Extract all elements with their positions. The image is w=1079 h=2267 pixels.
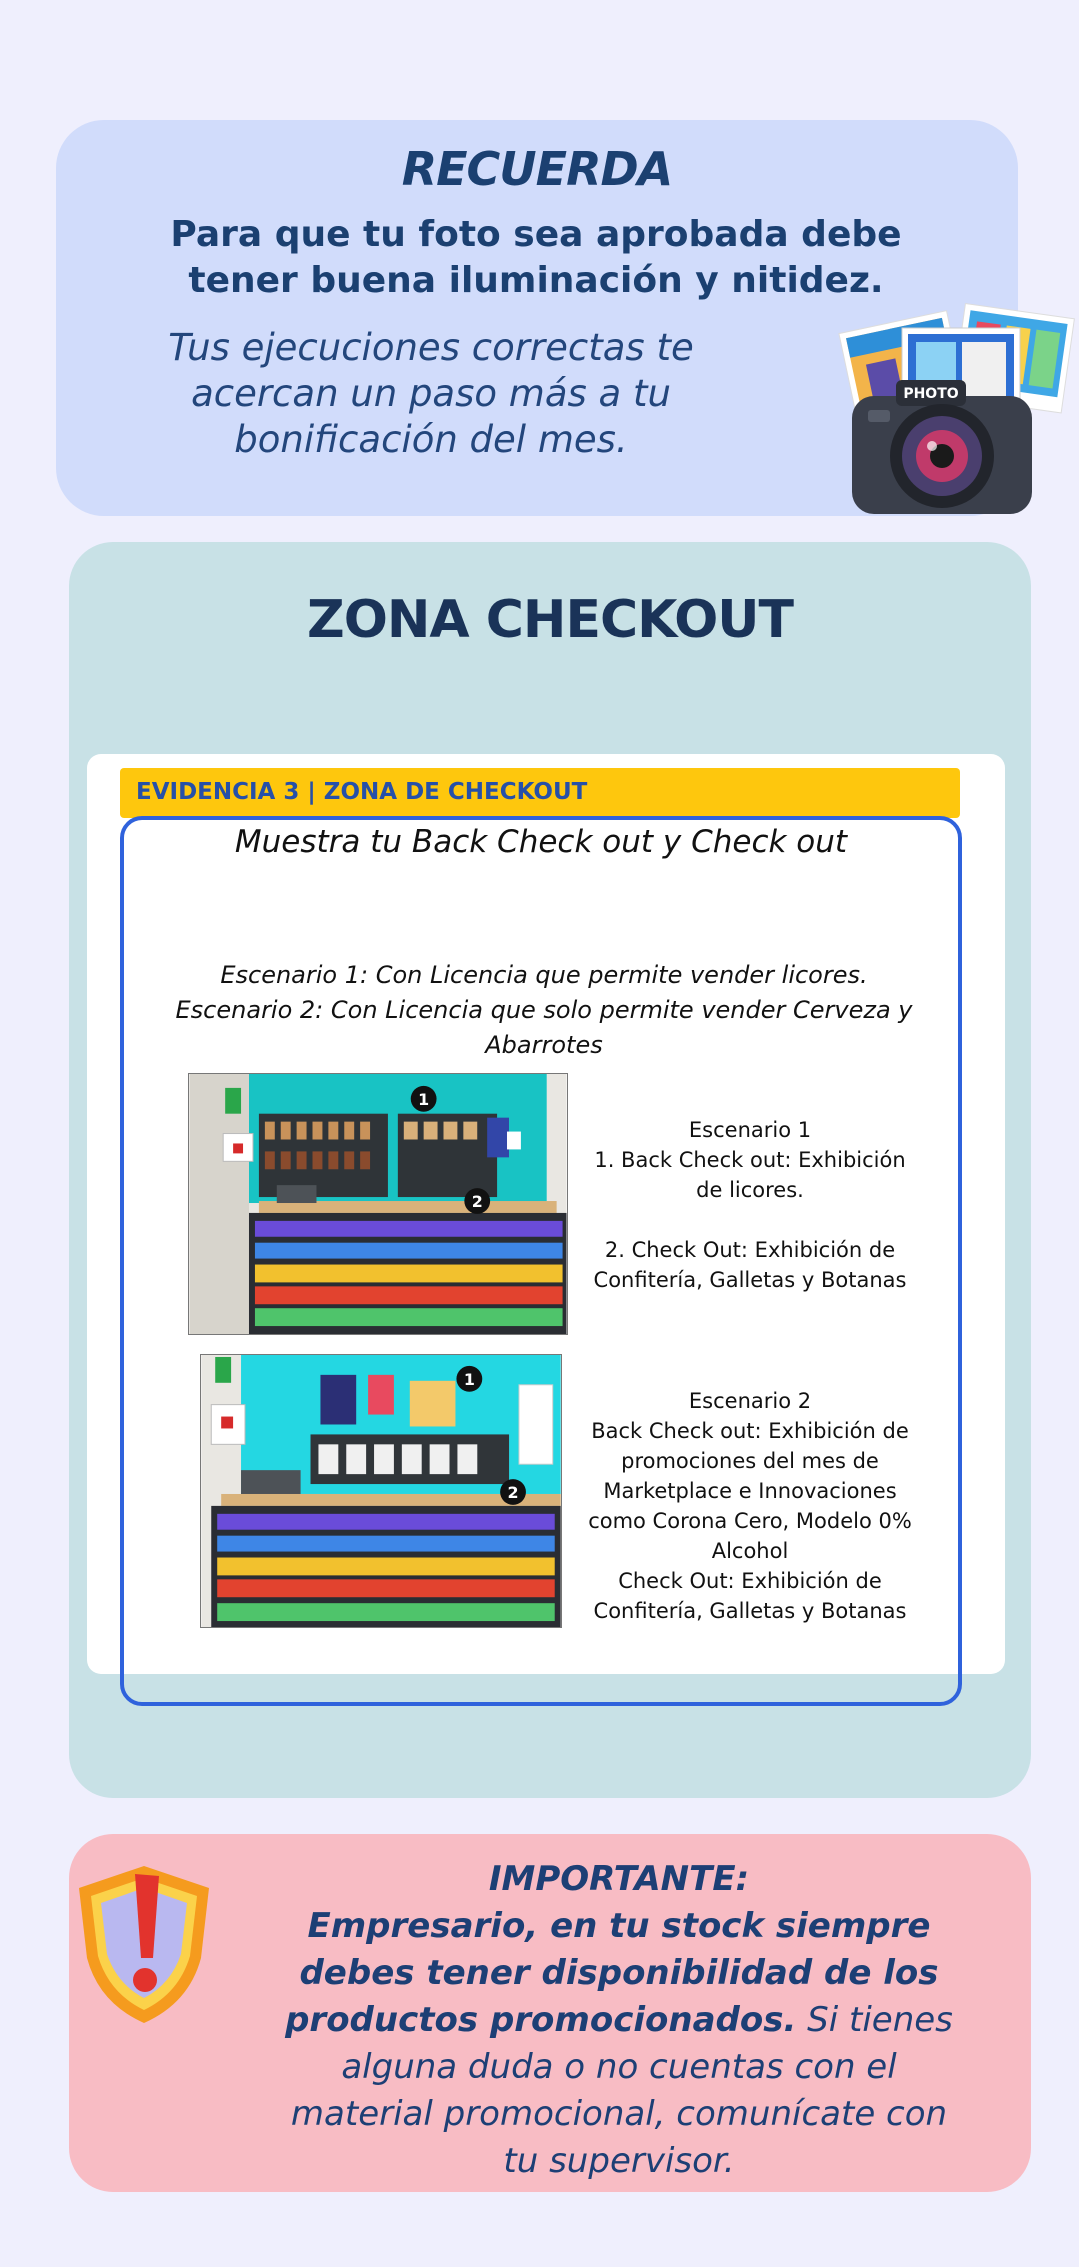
importante-heading: IMPORTANTE: xyxy=(488,1859,750,1899)
camera-label: PHOTO xyxy=(903,386,959,402)
evidence-document xyxy=(87,754,1005,1674)
evidence-banner xyxy=(120,768,960,818)
recuerda-subtitle: Para que tu foto sea aprobada debe tener buena iluminación y nitidez. xyxy=(170,214,902,301)
escenario-intro-2: Escenario 2: Con Licencia que solo permite vender Cerveza y Abarrotes xyxy=(175,996,913,1059)
escenario-1-description xyxy=(580,1115,920,1295)
escenario-2-line-checkout: Check Out: Exhibición de Confitería, Galletas y Botanas xyxy=(593,1569,907,1623)
checkout-illustration-2 xyxy=(200,1354,562,1628)
escenario-1-line-title: Escenario 1 xyxy=(688,1118,812,1142)
recuerda-note: Tus ejecuciones correctas te acercan un paso más a tu bonificación del mes. xyxy=(168,326,694,461)
escenario-2-line-title: Escenario 2 xyxy=(688,1389,812,1413)
zona-checkout-card xyxy=(69,542,1031,1798)
recuerda-title: RECUERDA xyxy=(401,142,673,196)
escenarios-intro xyxy=(144,958,944,1063)
checkout-illustration-1 xyxy=(188,1073,568,1335)
evidence-frame xyxy=(120,816,962,1706)
importante-card xyxy=(69,1834,1031,2192)
evidence-heading: Muestra tu Back Check out y Check out xyxy=(234,824,848,860)
evidence-banner-label: EVIDENCIA 3 | ZONA DE CHECKOUT xyxy=(136,779,588,805)
marker-1b: 1 xyxy=(463,1369,475,1389)
importante-italic-text: Si tienes alguna duda o no cuentas con el material promocional, comunícate con tu supervisor. xyxy=(290,2000,953,2181)
camera-photos-icon xyxy=(838,300,1079,530)
zona-title: ZONA CHECKOUT xyxy=(306,590,793,650)
marker-2b: 2 xyxy=(507,1482,519,1502)
escenario-1-line-spacer xyxy=(580,1205,920,1235)
escenario-2-line-back: Back Check out: Exhibición de promociones del mes de Marketplace e Innovaciones como Corona Cero, Modelo 0% Alcohol xyxy=(588,1419,912,1563)
warning-shield-icon xyxy=(69,1858,219,2028)
importante-bold-text: Empresario, en tu stock siempre debes tener disponibilidad de los productos promocionados. xyxy=(285,1906,939,2040)
marker-2: 2 xyxy=(471,1191,483,1211)
escenario-intro-1: Escenario 1: Con Licencia que permite vender licores. xyxy=(220,961,868,989)
importante-text xyxy=(274,1856,964,2185)
escenario-1-line-checkout: 2. Check Out: Exhibición de Confitería, Galletas y Botanas xyxy=(593,1238,907,1292)
escenario-1-line-back: 1. Back Check out: Exhibición de licores. xyxy=(594,1148,906,1202)
marker-1: 1 xyxy=(418,1089,430,1109)
escenario-2-description xyxy=(580,1386,920,1626)
